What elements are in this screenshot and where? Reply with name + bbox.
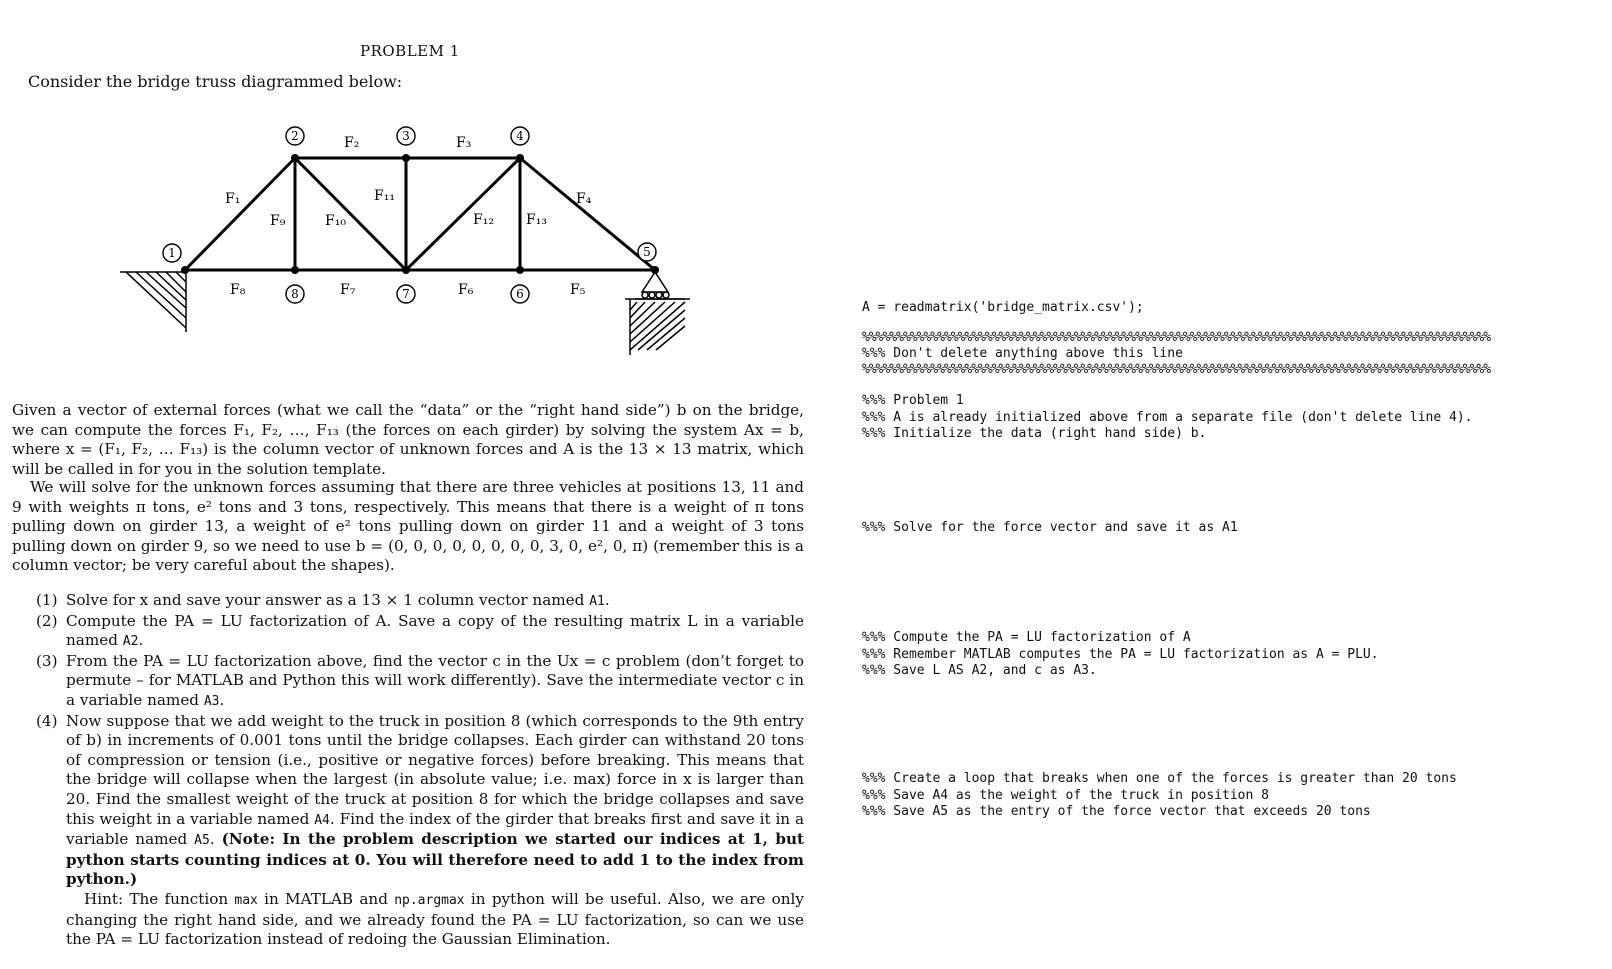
problem-paragraph-2: We will solve for the unknown forces assuming that there are three vehicles at positions 13, 11 and 9 with weights π tons, e² tons and 3 tons, respectively. This means that there is a weight of π tons pulling down on girder 13, a weight of e² tons pulling down on girder 11 and a weight of 3 tons pulling down on girder 9, so we need to use b = (0, 0, 0, 0, 0, 0, 0, 0, 3, 0, e², 0, π) (remember this is a column vector; be very careful about the shapes). — [12, 478, 804, 575]
force-label-f1: F₁ — [225, 191, 241, 207]
node-4-label: 4 — [516, 129, 524, 143]
problem-item-3: (3) From the PA = LU factorization above, find the vector c in the Ux = c problem (don’t forget to permute – for MATLAB and Python this will work differently). Save the intermediate vector c in a variable named A3. — [36, 651, 804, 709]
force-label-f13: F₁₃ — [526, 212, 547, 228]
code-block-lu: %%% Compute the PA = LU factorization of A %%% Remember MATLAB computes the PA = LU factorization as A = PLU. %%% Save L AS A2, and c as A3. — [862, 630, 1379, 678]
force-label-f8: F₈ — [230, 282, 246, 298]
code-block-problem1: %%% Problem 1 %%% A is already initialized above from a separate file (don't delete line 4). %%% Initialize the data (right hand side) b. — [862, 393, 1473, 441]
force-label-f6: F₆ — [458, 282, 474, 298]
intro-text: Consider the bridge truss diagrammed below: — [28, 72, 403, 91]
code-readmatrix-line: A = readmatrix('bridge_matrix.csv'); — [862, 300, 1144, 315]
force-label-f4: F₄ — [576, 191, 592, 207]
force-label-f5: F₅ — [570, 282, 586, 298]
node-5-label: 5 — [643, 245, 651, 259]
force-label-f3: F₃ — [456, 135, 472, 151]
force-label-f9: F₉ — [270, 213, 286, 229]
force-label-f10: F₁₀ — [325, 213, 346, 229]
force-label-f11: F₁₁ — [374, 188, 395, 204]
problem-item-4: (4) Now suppose that we add weight to the truck in position 8 (which corresponds to the 9th entry of b) in increments of 0.001 tons until the bridge collapses. Each girder can withstand 20 tons of compression or tension (i.e., positive or negative forces) before breaking. This means that the bridge will collapse when the largest (in absolute value; i.e. max) force in x is larger than 20. Find the smallest weight of the truck at position 8 for which the bridge collapses and save this weight in a variable named A4. Find the index of the girder that breaks first and save it in a variable named A5. (Note: In the problem description we started our indices at 1, but python starts counting indices at 0. You will therefore need to add 1 to the index from python.) Hint: The function max in MATLAB and np.argmax in python will be useful. Also, we are only changing the right hand side, and we already found the PA = LU factorization, so can we use the PA = LU factorization instead of redoing the Gaussian Elimination. — [36, 711, 805, 949]
bridge-truss-diagram — [110, 120, 700, 370]
node-7-label: 7 — [402, 287, 410, 301]
node-6-label: 6 — [516, 287, 524, 301]
right-support — [625, 272, 690, 355]
force-label-f12: F₁₂ — [473, 212, 494, 228]
problem-item-1: (1) Solve for x and save your answer as a 13 × 1 column vector named A1. — [36, 591, 610, 609]
left-support — [120, 272, 186, 332]
code-dont-delete-line: %%% Don't delete anything above this line — [862, 346, 1183, 361]
code-comment-bar-top: %%%%%%%%%%%%%%%%%%%%%%%%%%%%%%%%%%%%%%%%%%%%%%%%%%%%%%%%%%%%%%%%%%%%%%%%%%%%%%%%%%%%%%%%%%%% — [862, 330, 1491, 345]
node-3-label: 3 — [402, 129, 410, 143]
force-label-f2: F₂ — [344, 135, 360, 151]
problem-item-2: (2) Compute the PA = LU factorization of A. Save a copy of the resulting matrix L in a variable named A2. — [36, 611, 804, 650]
girders — [185, 158, 655, 270]
node-1-label: 1 — [168, 246, 176, 260]
code-block-solve: %%% Solve for the force vector and save it as A1 — [862, 520, 1238, 535]
problem-hint: Hint: The function max in MATLAB and np.argmax in python will be useful. Also, we are only changing the right hand side, and we already found the PA = LU factorization, so can we use the PA = LU factorization instead of redoing the Gaussian Elimination. — [66, 889, 804, 949]
problem-title: PROBLEM 1 — [360, 42, 460, 60]
code-block-loop: %%% Create a loop that breaks when one of the forces is greater than 20 tons %%% Save A4 as the weight of the truck in position 8 %%% Save A5 as the entry of the force vector that exceeds 20 tons — [862, 771, 1457, 819]
code-comment-bar-bottom: %%%%%%%%%%%%%%%%%%%%%%%%%%%%%%%%%%%%%%%%%%%%%%%%%%%%%%%%%%%%%%%%%%%%%%%%%%%%%%%%%%%%%%%%%%%% — [862, 362, 1491, 377]
force-label-f7: F₇ — [340, 282, 356, 298]
node-8-label: 8 — [291, 287, 299, 301]
problem-paragraph-1: Given a vector of external forces (what we call the “data” or the “right hand side”) b on the bridge, we can compute the forces F₁, F₂, …, F₁₃ (the forces on each girder) by solving the system Ax = b, where x = (F₁, F₂, … F₁₃) is the column vector of unknown forces and A is the 13 × 13 matrix, which will be called in for you in the solution template. — [12, 401, 804, 478]
node-2-label: 2 — [291, 129, 299, 143]
problem-list — [36, 591, 804, 950]
